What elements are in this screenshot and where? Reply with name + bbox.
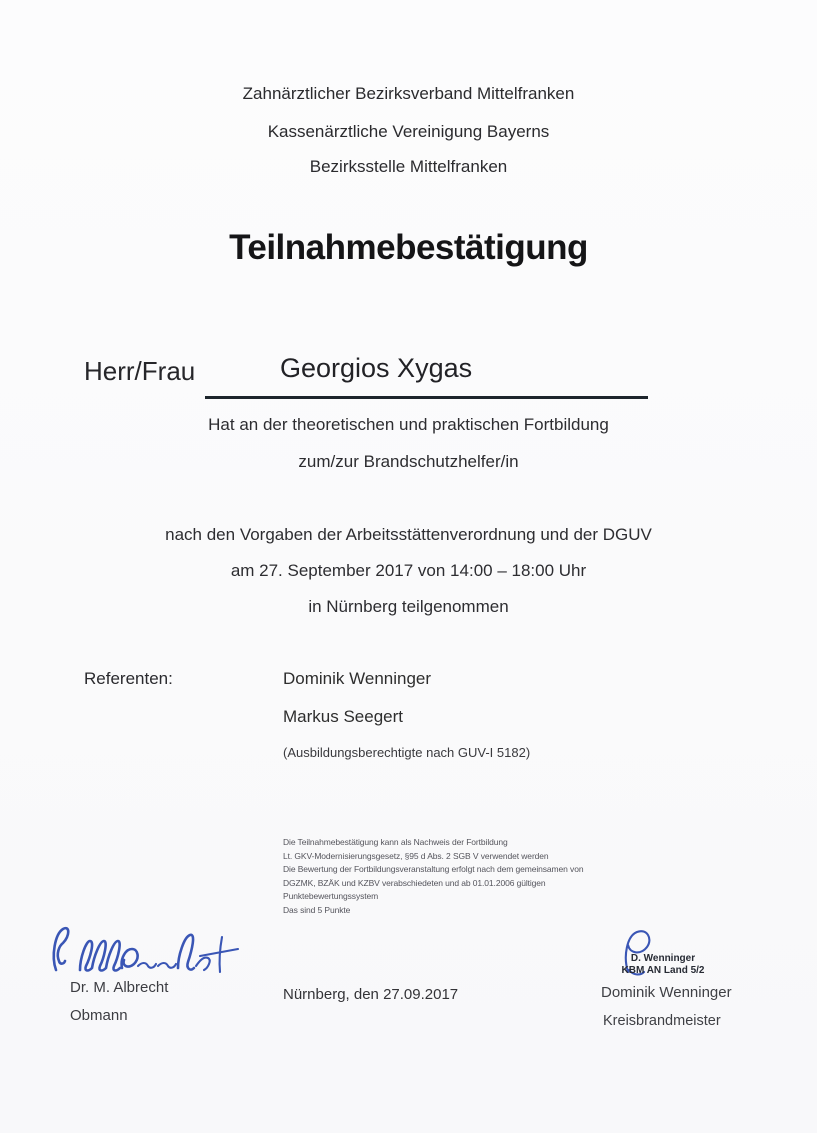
recipient-name: Georgios Xygas	[280, 353, 473, 383]
org-name-line-1: Zahnärztlicher Bezirksverband Mittelfranken	[242, 84, 575, 103]
fine-print-line-5: Das sind 5 Punkte	[283, 904, 351, 915]
stamp-line-2: KBM AN Land 5/2	[621, 965, 705, 976]
fine-print-block	[283, 836, 623, 917]
referents-label: Referenten:	[84, 669, 173, 688]
referents-qualification-note: (Ausbildungsberechtigte nach GUV-I 5182)	[283, 745, 531, 760]
place-and-date: Nürnberg, den 27.09.2017	[283, 986, 459, 1003]
statement-line-2: zum/zur Brandschutzhelfer/in	[298, 452, 519, 471]
org-name-line-2: Kassenärztliche Vereinigung Bayerns	[267, 122, 550, 141]
referent-name-1: Dominik Wenninger	[283, 669, 432, 688]
statement-line-1: Hat an der theoretischen und praktischen Fortbildung	[208, 415, 609, 434]
fine-print-line-2: Lt. GKV-Modernisierungsgesetz, §95 d Abs. 2 SGB V verwendet werden	[283, 850, 549, 861]
signatory-right-role: Kreisbrandmeister	[603, 1013, 721, 1029]
details-regulation-line: nach den Vorgaben der Arbeitsstättenverordnung und der DGUV	[165, 525, 652, 544]
albrecht-handwritten-signature	[48, 920, 243, 988]
recipient-salutation: Herr/Frau	[84, 356, 196, 386]
referent-name-2: Markus Seegert	[283, 707, 403, 726]
org-name-line-3: Bezirksstelle Mittelfranken	[309, 157, 508, 176]
stamp-line-1: D. Wenninger	[630, 953, 696, 964]
fine-print-line-1: Die Teilnahmebestätigung kann als Nachweis der Fortbildung	[283, 837, 508, 847]
details-date-time-line: am 27. September 2017 von 14:00 – 18:00 Uhr	[230, 561, 587, 580]
stamp-text	[598, 953, 728, 977]
signatory-left-role: Obmann	[70, 1007, 128, 1024]
recipient-name-underline	[205, 396, 648, 399]
fine-print-line-3: Die Bewertung der Fortbildungsveranstaltung erfolgt nach dem gemeinsamen von	[283, 864, 584, 874]
signatory-left-name: Dr. M. Albrecht	[70, 979, 169, 996]
fine-print-line-4: DGZMK, BZÄK und KZBV verabschiedeten und ab 01.01.2006 gültigen Punktebewertungssystem	[283, 877, 546, 901]
details-location-line: in Nürnberg teilgenommen	[308, 597, 509, 616]
signatory-right-name: Dominik Wenninger	[601, 984, 732, 1001]
certificate-title: Teilnahmebestätigung	[229, 228, 588, 267]
